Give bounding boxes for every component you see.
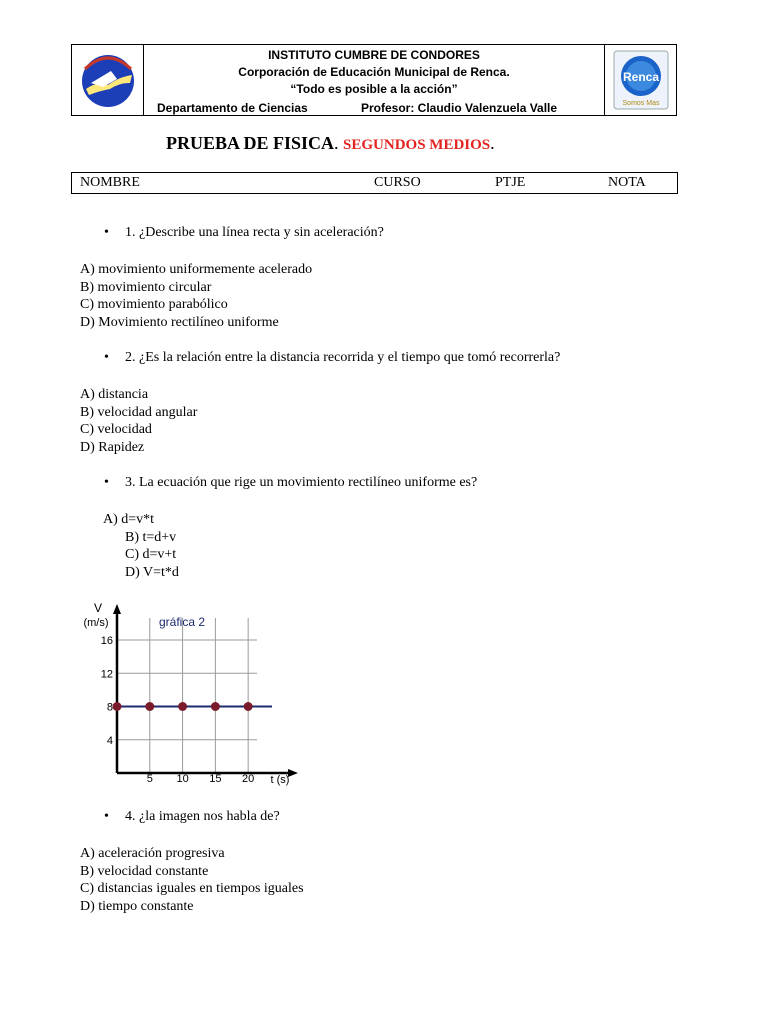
y-axis-label: V [93,601,103,615]
data-point [113,702,122,711]
x-tick-label: 20 [242,773,255,785]
question-text: 3. La ecuación que rige un movimiento rectilíneo uniforme es? [125,475,478,490]
bullet-icon: • [104,475,109,490]
renca-municipality-logo-icon [610,47,672,113]
option-a: A) d=v*t [103,512,155,527]
department: Departamento de Ciencias [157,101,308,115]
option-b: B) velocidad angular [80,404,198,420]
title-dot-2: . [490,133,495,153]
data-point [178,702,187,711]
option-d: D) V=t*d [125,564,179,580]
header-text-cell [144,45,605,115]
title-main: PRUEBA DE FISICA [166,133,335,153]
chart-title: gráfica 2 [158,615,206,629]
condor-school-crest-icon [77,49,139,111]
option-c: C) movimiento parabólico [80,297,228,312]
data-point [145,702,154,711]
option-c: C) d=v+t [125,547,177,562]
school-crest-cell [72,45,144,115]
data-point [211,702,220,711]
question-text: 2. ¿Es la relación entre la distancia recorrida y el tiempo que tomó recorrerla? [125,350,561,365]
y-tick-label: 16 [100,635,113,647]
option-a: A) distancia [80,387,149,402]
bullet-icon: • [104,809,109,824]
y-axis-unit: (m/s) [83,617,109,629]
question-text: 1. ¿Describe una línea recta y sin aceleración? [125,225,384,240]
corporation-name: Corporación de Educación Municipal de Renca. [238,65,510,79]
x-tick-label: 10 [176,773,189,785]
option-a: A) movimiento uniformemente acelerado [80,262,313,277]
institute-name: INSTITUTO CUMBRE DE CONDORES [268,48,480,62]
question-2-options [80,386,197,456]
option-d: D) Movimiento rectilíneo uniforme [80,314,279,330]
question-1-options [80,261,312,331]
name-label: NOMBRE [80,175,140,190]
title-dot-1: . [334,133,339,153]
data-point [244,702,253,711]
bullet-icon: • [104,225,109,240]
question-4-options [80,845,304,915]
option-c: C) distancias iguales en tiempos iguales [80,881,304,896]
question-3-options [103,511,179,581]
bullet-icon: • [104,350,109,365]
title-subtitle: SEGUNDOS MEDIOS [343,137,491,153]
option-b: B) t=d+v [125,529,177,545]
y-tick-label: 8 [106,701,113,714]
student-info-row [71,172,678,194]
y-axis-arrow-icon [113,604,121,614]
y-tick-label: 12 [100,668,113,681]
x-axis-arrow-icon [288,769,298,777]
y-tick-label: 4 [106,734,113,747]
option-c: C) velocidad [80,422,152,437]
option-a: A) aceleración progresiva [80,846,225,861]
municipality-logo-cell [605,45,676,115]
velocity-time-chart [72,598,302,788]
svg-text:Somos Mas: Somos Mas [622,100,659,107]
option-d: D) Rapidez [80,439,145,455]
option-d: D) tiempo constante [80,898,194,914]
x-tick-label: 5 [146,773,153,785]
teacher: Profesor: Claudio Valenzuela Valle [361,101,558,115]
x-tick-label: 15 [209,773,222,785]
page-title [166,133,495,154]
grade-label: NOTA [608,175,646,190]
svg-text:Renca: Renca [622,70,659,84]
motto: “Todo es posible a la acción” [290,82,458,96]
x-axis-label: t (s) [270,774,290,786]
header-table [71,44,677,116]
course-label: CURSO [374,175,421,190]
question-text: 4. ¿la imagen nos habla de? [125,809,280,824]
score-label: PTJE [495,175,526,190]
option-b: B) movimiento circular [80,279,212,295]
option-b: B) velocidad constante [80,863,209,879]
